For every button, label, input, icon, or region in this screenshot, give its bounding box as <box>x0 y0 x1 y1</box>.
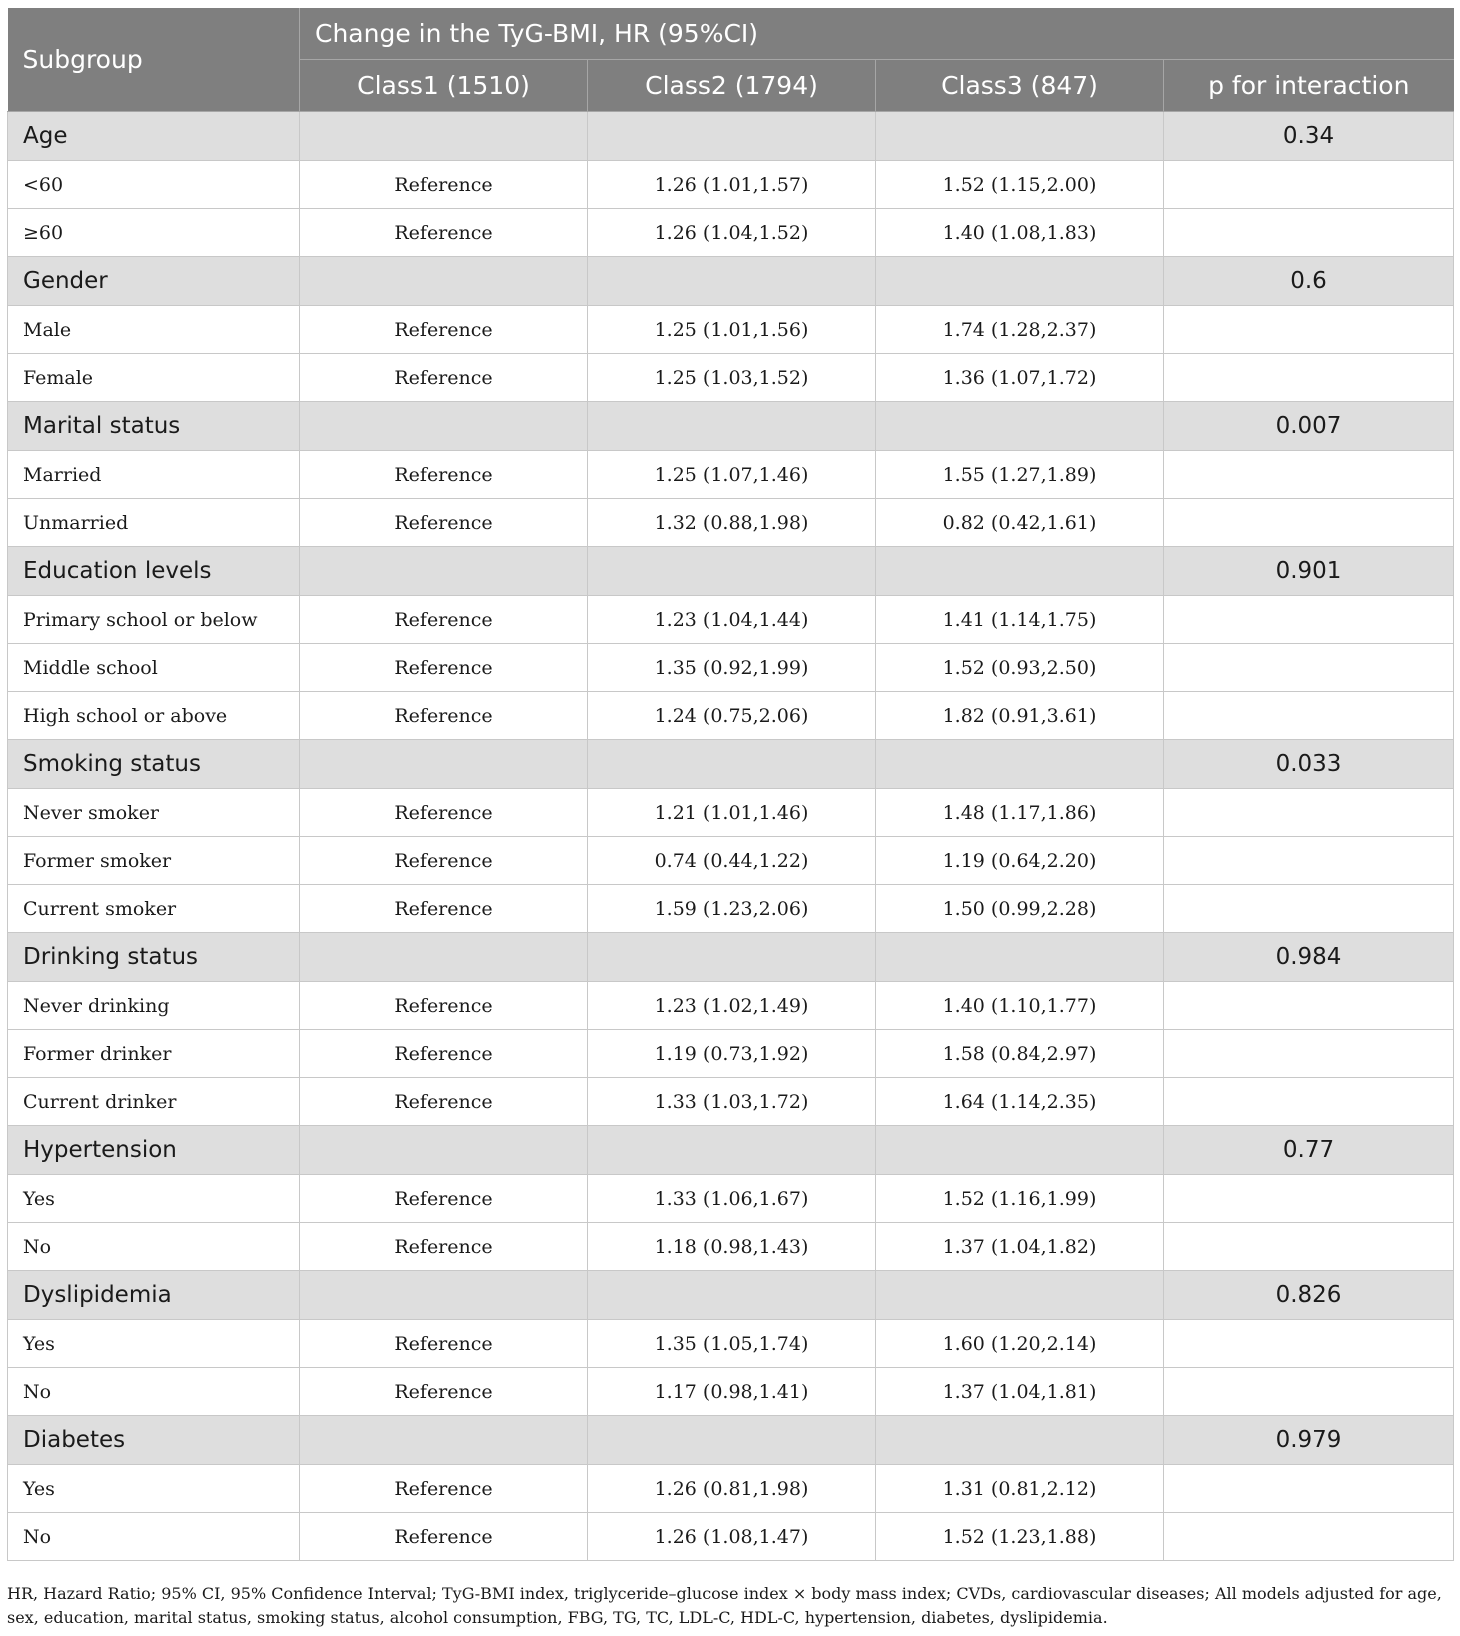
table-row <box>8 837 1454 885</box>
row-label: Former drinker <box>8 1030 300 1078</box>
table-body <box>8 112 1454 1561</box>
class1-value: Reference <box>300 885 588 933</box>
class3-value: 1.60 (1.20,2.14) <box>876 1320 1164 1368</box>
group-empty-cell <box>876 1416 1164 1465</box>
p-interaction-empty <box>1164 1368 1454 1416</box>
class2-value: 1.18 (0.98,1.43) <box>588 1223 876 1271</box>
group-p-interaction: 0.826 <box>1164 1271 1454 1320</box>
group-p-interaction: 0.979 <box>1164 1416 1454 1465</box>
class3-value: 1.50 (0.99,2.28) <box>876 885 1164 933</box>
class2-value: 1.26 (1.01,1.57) <box>588 161 876 209</box>
group-empty-cell <box>876 1126 1164 1175</box>
table-row <box>8 1513 1454 1561</box>
class2-value: 1.19 (0.73,1.92) <box>588 1030 876 1078</box>
group-header-row <box>8 933 1454 982</box>
row-label: Primary school or below <box>8 596 300 644</box>
class1-value: Reference <box>300 644 588 692</box>
class2-value: 1.25 (1.03,1.52) <box>588 354 876 402</box>
group-empty-cell <box>300 402 588 451</box>
class1-value: Reference <box>300 1368 588 1416</box>
group-name: Smoking status <box>8 740 300 789</box>
class3-value: 1.41 (1.14,1.75) <box>876 596 1164 644</box>
table-row <box>8 209 1454 257</box>
row-label: Middle school <box>8 644 300 692</box>
class2-value: 1.21 (1.01,1.46) <box>588 789 876 837</box>
class1-value: Reference <box>300 354 588 402</box>
p-interaction-empty <box>1164 644 1454 692</box>
table-footnote: HR, Hazard Ratio; 95% CI, 95% Confidence Interval; TyG-BMI index, triglyceride–glucose index × body mass index; CVDs, cardiovascular diseases; All models adjusted for age, sex, education, marital status, smoking status, alcohol consumption, FBG, TG, TC, LDL-C, HDL-C, hypertension, diabetes, dyslipidemia. <box>7 1584 1442 1627</box>
table-row <box>8 1465 1454 1513</box>
class1-value: Reference <box>300 789 588 837</box>
class1-value: Reference <box>300 1030 588 1078</box>
row-label: Married <box>8 451 300 499</box>
group-empty-cell <box>300 257 588 306</box>
class1-value: Reference <box>300 1513 588 1561</box>
p-interaction-empty <box>1164 1030 1454 1078</box>
group-p-interaction: 0.34 <box>1164 112 1454 161</box>
row-label: High school or above <box>8 692 300 740</box>
header-p-interaction: p for interaction <box>1164 60 1454 112</box>
class2-value: 1.35 (1.05,1.74) <box>588 1320 876 1368</box>
class1-value: Reference <box>300 982 588 1030</box>
table-row <box>8 161 1454 209</box>
class1-value: Reference <box>300 161 588 209</box>
class2-value: 1.26 (0.81,1.98) <box>588 1465 876 1513</box>
row-label: Current smoker <box>8 885 300 933</box>
row-label: Current drinker <box>8 1078 300 1126</box>
class1-value: Reference <box>300 1078 588 1126</box>
class3-value: 1.19 (0.64,2.20) <box>876 837 1164 885</box>
class3-value: 1.52 (1.16,1.99) <box>876 1175 1164 1223</box>
class3-value: 1.37 (1.04,1.82) <box>876 1223 1164 1271</box>
group-empty-cell <box>588 740 876 789</box>
class3-value: 0.82 (0.42,1.61) <box>876 499 1164 547</box>
group-empty-cell <box>300 1126 588 1175</box>
class1-value: Reference <box>300 209 588 257</box>
class3-value: 1.31 (0.81,2.12) <box>876 1465 1164 1513</box>
class1-value: Reference <box>300 1465 588 1513</box>
class3-value: 1.40 (1.10,1.77) <box>876 982 1164 1030</box>
class1-value: Reference <box>300 1175 588 1223</box>
subgroup-analysis-table <box>7 8 1454 1561</box>
table-row <box>8 982 1454 1030</box>
group-p-interaction: 0.033 <box>1164 740 1454 789</box>
class2-value: 1.59 (1.23,2.06) <box>588 885 876 933</box>
class3-value: 1.55 (1.27,1.89) <box>876 451 1164 499</box>
group-header-row <box>8 257 1454 306</box>
class3-value: 1.82 (0.91,3.61) <box>876 692 1164 740</box>
p-interaction-empty <box>1164 1513 1454 1561</box>
group-empty-cell <box>876 257 1164 306</box>
class3-value: 1.52 (1.23,1.88) <box>876 1513 1164 1561</box>
table-row <box>8 885 1454 933</box>
group-empty-cell <box>588 257 876 306</box>
table-row <box>8 1078 1454 1126</box>
class1-value: Reference <box>300 1320 588 1368</box>
group-empty-cell <box>876 1271 1164 1320</box>
row-label: No <box>8 1513 300 1561</box>
class2-value: 1.35 (0.92,1.99) <box>588 644 876 692</box>
class1-value: Reference <box>300 306 588 354</box>
group-empty-cell <box>876 933 1164 982</box>
p-interaction-empty <box>1164 1175 1454 1223</box>
p-interaction-empty <box>1164 1223 1454 1271</box>
group-empty-cell <box>588 547 876 596</box>
group-p-interaction: 0.6 <box>1164 257 1454 306</box>
table-row <box>8 644 1454 692</box>
class2-value: 1.32 (0.88,1.98) <box>588 499 876 547</box>
row-label: Never smoker <box>8 789 300 837</box>
class3-value: 1.37 (1.04,1.81) <box>876 1368 1164 1416</box>
table-row <box>8 692 1454 740</box>
group-header-row <box>8 112 1454 161</box>
header-span-title: Change in the TyG-BMI, HR (95%CI) <box>300 8 1454 60</box>
p-interaction-empty <box>1164 596 1454 644</box>
p-interaction-empty <box>1164 499 1454 547</box>
class3-value: 1.64 (1.14,2.35) <box>876 1078 1164 1126</box>
table-row <box>8 1223 1454 1271</box>
group-empty-cell <box>300 740 588 789</box>
class2-value: 1.23 (1.04,1.44) <box>588 596 876 644</box>
row-label: Former smoker <box>8 837 300 885</box>
group-empty-cell <box>588 112 876 161</box>
p-interaction-empty <box>1164 692 1454 740</box>
header-class1: Class1 (1510) <box>300 60 588 112</box>
group-p-interaction: 0.984 <box>1164 933 1454 982</box>
class3-value: 1.40 (1.08,1.83) <box>876 209 1164 257</box>
row-label: ≥60 <box>8 209 300 257</box>
p-interaction-empty <box>1164 1465 1454 1513</box>
row-label: No <box>8 1223 300 1271</box>
class2-value: 1.33 (1.06,1.67) <box>588 1175 876 1223</box>
p-interaction-empty <box>1164 885 1454 933</box>
group-empty-cell <box>876 547 1164 596</box>
p-interaction-empty <box>1164 161 1454 209</box>
group-empty-cell <box>588 1271 876 1320</box>
class1-value: Reference <box>300 499 588 547</box>
p-interaction-empty <box>1164 1078 1454 1126</box>
group-empty-cell <box>876 740 1164 789</box>
table-row <box>8 789 1454 837</box>
class2-value: 1.17 (0.98,1.41) <box>588 1368 876 1416</box>
table-row <box>8 1368 1454 1416</box>
class3-value: 1.52 (0.93,2.50) <box>876 644 1164 692</box>
group-p-interaction: 0.901 <box>1164 547 1454 596</box>
p-interaction-empty <box>1164 837 1454 885</box>
group-empty-cell <box>876 402 1164 451</box>
group-empty-cell <box>588 402 876 451</box>
group-name: Education levels <box>8 547 300 596</box>
p-interaction-empty <box>1164 209 1454 257</box>
header-class3: Class3 (847) <box>876 60 1164 112</box>
group-empty-cell <box>300 112 588 161</box>
row-label: Unmarried <box>8 499 300 547</box>
group-name: Age <box>8 112 300 161</box>
group-header-row <box>8 402 1454 451</box>
p-interaction-empty <box>1164 789 1454 837</box>
class2-value: 0.74 (0.44,1.22) <box>588 837 876 885</box>
group-name: Dyslipidemia <box>8 1271 300 1320</box>
group-empty-cell <box>876 112 1164 161</box>
row-label: Female <box>8 354 300 402</box>
table-row <box>8 306 1454 354</box>
table-row <box>8 1030 1454 1078</box>
group-empty-cell <box>300 547 588 596</box>
table-header <box>8 8 1454 112</box>
p-interaction-empty <box>1164 451 1454 499</box>
p-interaction-empty <box>1164 306 1454 354</box>
subgroup-analysis-table-container <box>7 8 1453 1561</box>
group-header-row <box>8 1416 1454 1465</box>
group-name: Hypertension <box>8 1126 300 1175</box>
group-header-row <box>8 1126 1454 1175</box>
group-empty-cell <box>588 1416 876 1465</box>
class2-value: 1.24 (0.75,2.06) <box>588 692 876 740</box>
class1-value: Reference <box>300 837 588 885</box>
table-row <box>8 499 1454 547</box>
class1-value: Reference <box>300 451 588 499</box>
class2-value: 1.25 (1.07,1.46) <box>588 451 876 499</box>
group-empty-cell <box>300 933 588 982</box>
table-row <box>8 1175 1454 1223</box>
class3-value: 1.52 (1.15,2.00) <box>876 161 1164 209</box>
class3-value: 1.36 (1.07,1.72) <box>876 354 1164 402</box>
class2-value: 1.26 (1.08,1.47) <box>588 1513 876 1561</box>
group-empty-cell <box>300 1271 588 1320</box>
table-row <box>8 451 1454 499</box>
group-empty-cell <box>300 1416 588 1465</box>
group-header-row <box>8 740 1454 789</box>
group-header-row <box>8 1271 1454 1320</box>
class2-value: 1.26 (1.04,1.52) <box>588 209 876 257</box>
row-label: Yes <box>8 1465 300 1513</box>
group-p-interaction: 0.007 <box>1164 402 1454 451</box>
class3-value: 1.58 (0.84,2.97) <box>876 1030 1164 1078</box>
p-interaction-empty <box>1164 982 1454 1030</box>
header-class2: Class2 (1794) <box>588 60 876 112</box>
group-p-interaction: 0.77 <box>1164 1126 1454 1175</box>
class1-value: Reference <box>300 596 588 644</box>
group-name: Marital status <box>8 402 300 451</box>
table-row <box>8 1320 1454 1368</box>
table-row <box>8 354 1454 402</box>
header-subgroup: Subgroup <box>8 8 300 112</box>
row-label: Never drinking <box>8 982 300 1030</box>
group-name: Diabetes <box>8 1416 300 1465</box>
table-row <box>8 596 1454 644</box>
row-label: Yes <box>8 1175 300 1223</box>
row-label: Male <box>8 306 300 354</box>
class2-value: 1.25 (1.01,1.56) <box>588 306 876 354</box>
class1-value: Reference <box>300 692 588 740</box>
group-empty-cell <box>588 933 876 982</box>
group-header-row <box>8 547 1454 596</box>
class2-value: 1.23 (1.02,1.49) <box>588 982 876 1030</box>
row-label: No <box>8 1368 300 1416</box>
row-label: Yes <box>8 1320 300 1368</box>
p-interaction-empty <box>1164 1320 1454 1368</box>
class2-value: 1.33 (1.03,1.72) <box>588 1078 876 1126</box>
class3-value: 1.48 (1.17,1.86) <box>876 789 1164 837</box>
group-empty-cell <box>588 1126 876 1175</box>
group-name: Drinking status <box>8 933 300 982</box>
class1-value: Reference <box>300 1223 588 1271</box>
p-interaction-empty <box>1164 354 1454 402</box>
row-label: <60 <box>8 161 300 209</box>
class3-value: 1.74 (1.28,2.37) <box>876 306 1164 354</box>
group-name: Gender <box>8 257 300 306</box>
